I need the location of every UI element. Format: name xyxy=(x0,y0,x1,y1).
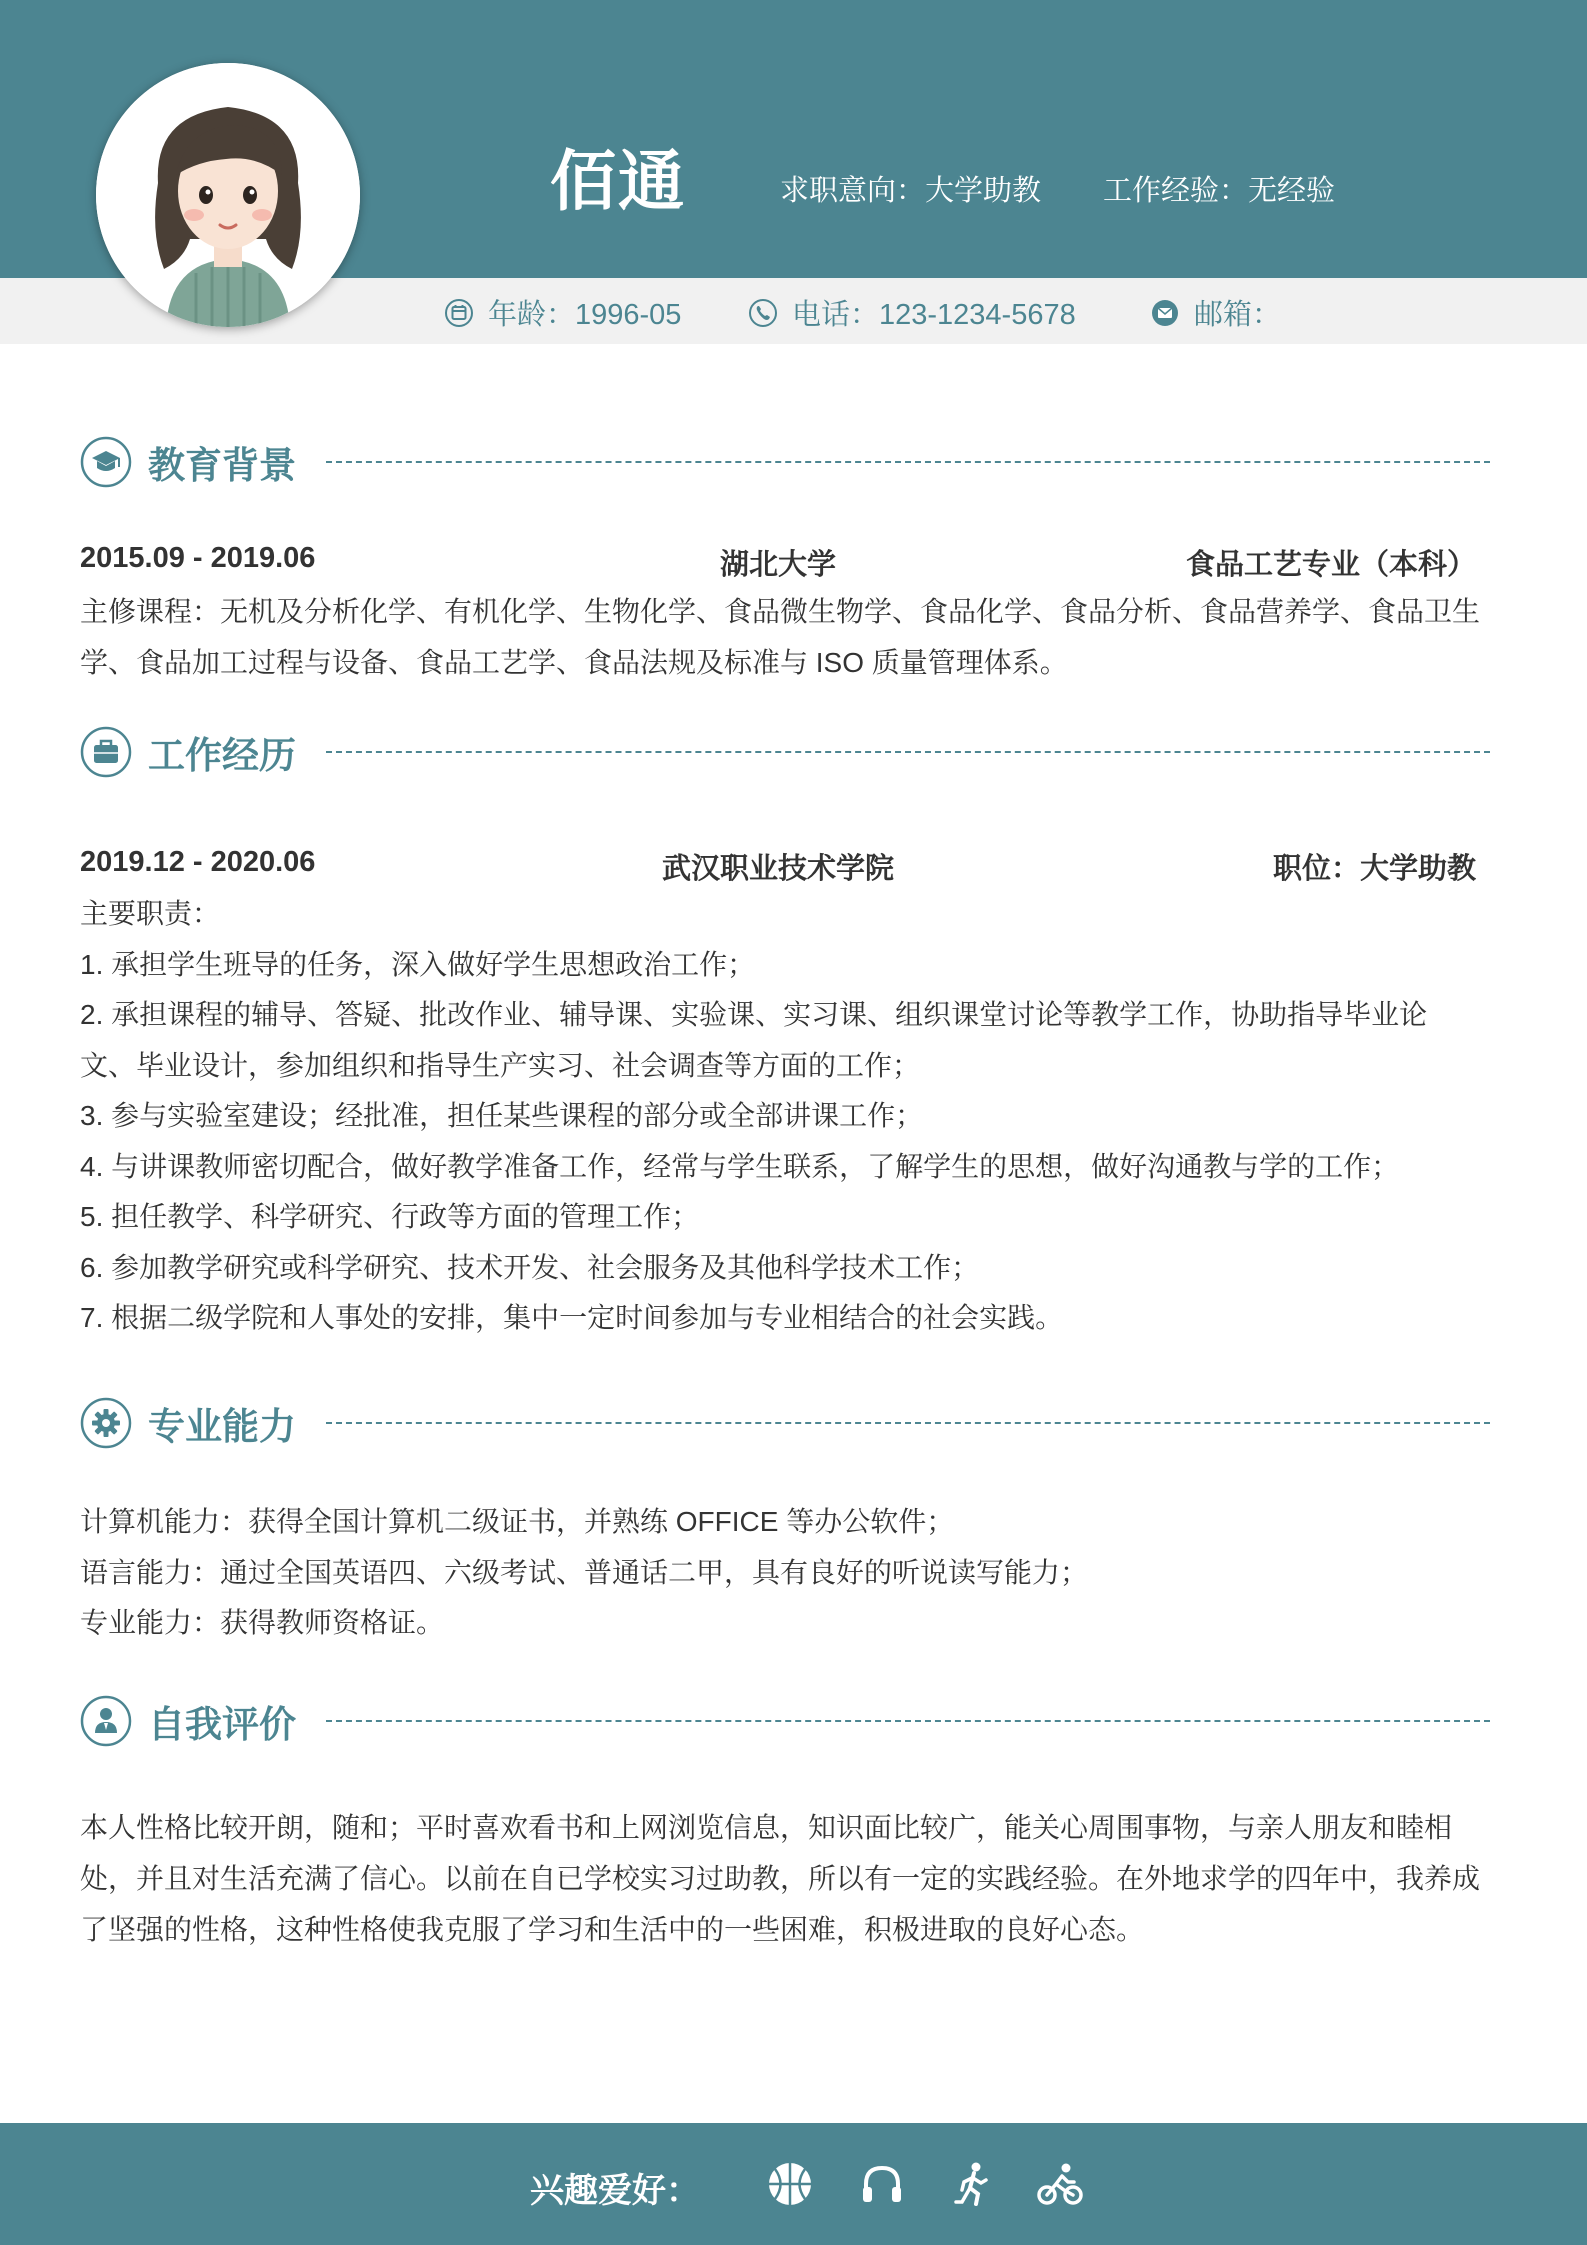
phone-icon xyxy=(748,298,778,328)
hobbies-label: 兴趣爱好： xyxy=(530,2172,700,2210)
job-intent-value: 大学助教 xyxy=(925,175,1042,207)
briefcase-icon xyxy=(80,726,132,778)
skill-item: 语言能力：通过全国英语四、六级考试、普通话二甲，具有良好的听说读写能力； xyxy=(80,1556,1089,1588)
education-period: 2015.09 - 2019.06 xyxy=(80,542,316,574)
duty-item: 7. 根据二级学院和人事处的安排，集中一定时间参加与专业相结合的社会实践。 xyxy=(80,1302,1064,1333)
cycling-icon xyxy=(1036,2160,1084,2208)
job-intent xyxy=(780,168,1041,209)
work-company: 武汉职业技术学院 xyxy=(661,853,894,885)
section-divider xyxy=(326,1422,1490,1424)
section-divider xyxy=(326,1720,1490,1722)
duty-item: 5. 担任教学、科学研究、行政等方面的管理工作； xyxy=(80,1201,700,1232)
education-school: 湖北大学 xyxy=(719,549,836,581)
work-experience-label: 工作经验： xyxy=(1103,175,1249,207)
work-experience-value: 无经验 xyxy=(1248,175,1336,207)
work-position: 职位：大学助教 xyxy=(1272,853,1476,885)
skill-item: 计算机能力：获得全国计算机二级证书，并熟练 OFFICE 等办公软件； xyxy=(80,1506,955,1537)
age-info xyxy=(444,292,681,333)
phone-info xyxy=(748,292,1076,333)
headphones-icon xyxy=(858,2160,906,2208)
work-duties xyxy=(80,889,1500,1344)
person-icon xyxy=(80,1695,132,1747)
skill-item: 专业能力：获得教师资格证。 xyxy=(80,1607,445,1638)
job-intent-label: 求职意向： xyxy=(780,175,926,207)
email-info xyxy=(1150,292,1281,333)
duty-item: 6. 参加教学研究或科学研究、技术开发、社会服务及其他科学技术工作； xyxy=(80,1251,980,1283)
duties-label: 主要职责： xyxy=(80,898,221,929)
graduation-cap-icon xyxy=(80,436,132,488)
avatar xyxy=(96,63,360,327)
running-icon xyxy=(948,2160,996,2208)
self-eval-text: 本人性格比较开朗，随和；平时喜欢看书和上网浏览信息，知识面比较广，能关心周围事物，与亲人朋友和睦相处，并且对生活充满了信心。以前在自已学校实习过助教，所以有一定的实践经验。在外地求学的四年中，我养成了坚强的性格，这种性格使我克服了学习和生活中的一些困难，积极进取的良好心态。 xyxy=(80,1812,1481,1945)
email-text: 邮箱： xyxy=(1194,299,1282,331)
self-eval-section-header xyxy=(80,1691,1490,1751)
work-section-header xyxy=(80,722,1490,782)
self-eval-title: 自我评价 xyxy=(148,1704,296,1745)
education-section-header xyxy=(80,432,1490,492)
age-text: 年龄：1996-05 xyxy=(488,299,682,331)
gear-icon xyxy=(80,1397,132,1449)
section-divider xyxy=(326,751,1490,753)
duty-item: 2. 承担课程的辅导、答疑、批改作业、辅导课、实验课、实习课、组织课堂讨论等教学工作，协助指导毕业论文、毕业设计，参加组织和指导生产实习、社会调查等方面的工作； xyxy=(80,999,1428,1081)
duty-item: 4. 与讲课教师密切配合，做好教学准备工作，经常与学生联系，了解学生的思想，做好沟通教与学的工作； xyxy=(80,1150,1400,1182)
calendar-icon xyxy=(444,298,474,328)
duty-item: 3. 参与实验室建设；经批准，担任某些课程的部分或全部讲课工作； xyxy=(80,1100,924,1131)
skills-section-header xyxy=(80,1393,1490,1453)
skills-list xyxy=(80,1497,1500,1649)
phone-text: 电话：123-1234-5678 xyxy=(792,299,1076,331)
duty-item: 1. 承担学生班导的任务，深入做好学生思想政治工作； xyxy=(80,948,756,980)
section-divider xyxy=(326,461,1490,463)
work-title: 工作经历 xyxy=(148,735,296,776)
education-major: 食品工艺专业（本科） xyxy=(1185,549,1476,581)
email-icon xyxy=(1150,298,1180,328)
education-title: 教育背景 xyxy=(148,445,296,486)
work-experience xyxy=(1103,168,1335,209)
education-courses: 主修课程：无机及分析化学、有机化学、生物化学、食品微生物学、食品化学、食品分析、食品营养学、食品卫生学、食品加工过程与设备、食品工艺学、食品法规及标准与 ISO 质量管理体系。 xyxy=(80,596,1481,678)
work-period: 2019.12 - 2020.06 xyxy=(80,846,316,878)
candidate-name: 佰通 xyxy=(550,144,686,218)
basketball-icon xyxy=(766,2160,814,2208)
skills-title: 专业能力 xyxy=(148,1406,296,1447)
